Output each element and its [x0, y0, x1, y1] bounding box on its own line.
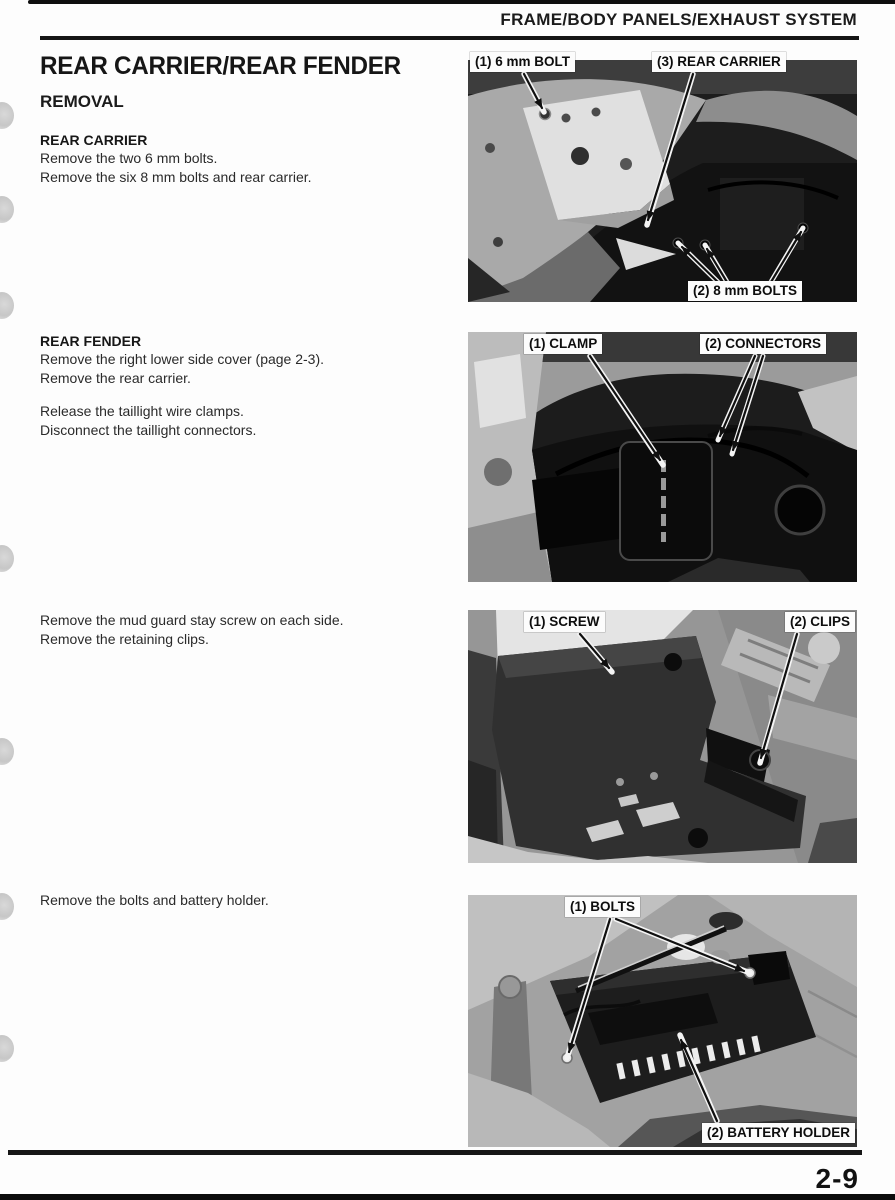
figure-battery-holder: [468, 895, 857, 1147]
text-block-battery: [40, 891, 470, 910]
text-line: Remove the two 6 mm bolts.: [40, 150, 218, 166]
binder-ring: [0, 893, 14, 920]
text-line: Disconnect the taillight connectors.: [40, 422, 257, 438]
text-line: Remove the mud guard stay screw on each side.: [40, 612, 344, 628]
text-block-rear-fender: [40, 332, 470, 388]
photo-clamp-connectors-illustration: [468, 332, 857, 582]
text-block-rear-carrier: [40, 131, 470, 187]
figure-clamp-connectors: [468, 332, 857, 582]
binder-ring: [0, 292, 14, 319]
text-line: Remove the rear carrier.: [40, 370, 191, 386]
text-block-taillight: [40, 402, 470, 440]
text-line: Remove the retaining clips.: [40, 631, 209, 647]
callout-label: (2) CONNECTORS: [700, 334, 826, 354]
binder-ring: [0, 102, 14, 129]
callout-label: (1) 6 mm BOLT: [470, 52, 575, 72]
callout-label: (1) BOLTS: [565, 897, 640, 917]
text-line: Remove the six 8 mm bolts and rear carrier.: [40, 169, 312, 185]
callout-label: (2) BATTERY HOLDER: [702, 1123, 855, 1143]
binder-ring: [0, 1035, 14, 1062]
figure-rear-carrier: [468, 54, 857, 302]
section-heading: REMOVAL: [40, 92, 124, 111]
photo-screw-clips-illustration: [468, 610, 857, 863]
callout-label: (2) 8 mm BOLTS: [688, 281, 802, 301]
binder-ring: [0, 196, 14, 223]
block-heading: REAR CARRIER: [40, 132, 148, 148]
callout-label: (3) REAR CARRIER: [652, 52, 786, 72]
callout-label: (2) CLIPS: [785, 612, 855, 632]
running-header: FRAME/BODY PANELS/EXHAUST SYSTEM: [500, 10, 857, 29]
page-number: 2-9: [815, 1163, 859, 1194]
photo-rear-carrier-illustration: [468, 60, 857, 302]
text-line: Remove the right lower side cover (page 2-3).: [40, 351, 325, 367]
callout-label: (1) SCREW: [524, 612, 605, 632]
callout-label: (1) CLAMP: [524, 334, 602, 354]
header-rule: [40, 36, 859, 40]
photo-battery-holder-illustration: [468, 895, 857, 1147]
binder-ring: [0, 738, 14, 765]
page-title: REAR CARRIER/REAR FENDER: [40, 52, 401, 80]
footer-rule: [8, 1150, 862, 1155]
text-line: Release the taillight wire clamps.: [40, 403, 244, 419]
text-line: Remove the bolts and battery holder.: [40, 892, 269, 908]
scan-edge-bottom: [0, 1194, 895, 1200]
binder-ring: [0, 545, 14, 572]
scan-edge-top: [28, 0, 895, 4]
block-heading: REAR FENDER: [40, 333, 142, 349]
text-block-mud-guard: [40, 611, 470, 649]
figure-screw-clips: [468, 610, 857, 863]
